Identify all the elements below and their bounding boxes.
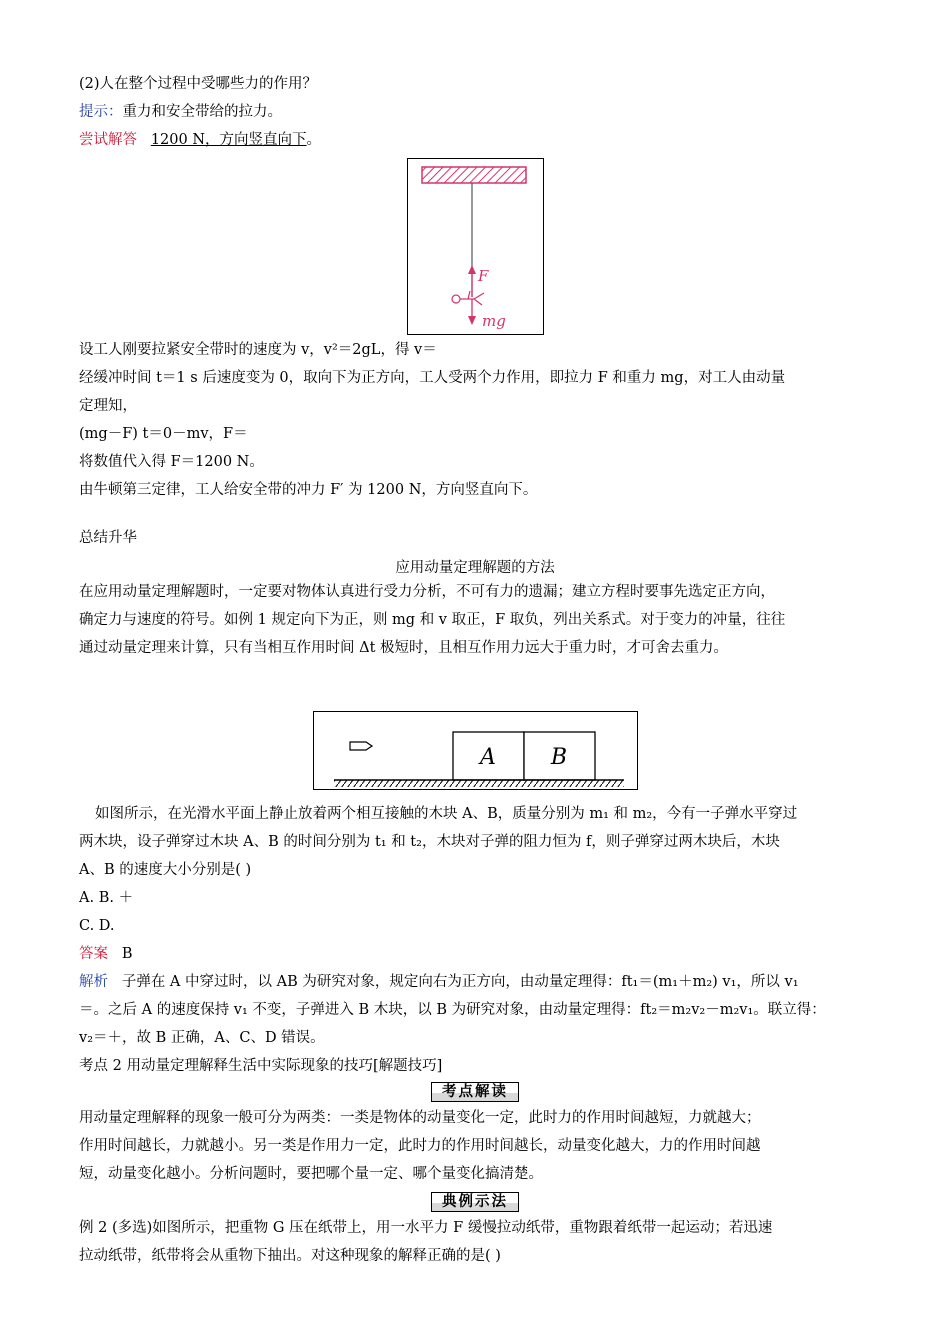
badge-dianli-container <box>0 1192 950 1212</box>
problem-line-2: 两木块，设子弹穿过木块 A、B 的时间分别为 t₁ 和 t₂，木块对子弹的阻力恒为 f，则子弹穿过两木块后，木块 <box>79 834 780 850</box>
free-body-diagram <box>408 159 543 334</box>
example-line-2: 拉动纸带，纸带将会从重物下抽出。对这种现象的解释正确的是( ) <box>79 1248 501 1264</box>
summary-title: 应用动量定理解题的方法 <box>395 560 555 576</box>
solution-line-6: 由牛顿第三定律，工人给安全带的冲力 F′ 为 1200 N，方向竖直向下。 <box>79 482 538 498</box>
ceiling <box>422 167 526 183</box>
analysis-label: 解析 <box>79 974 108 990</box>
analysis-text-1: 子弹在 A 中穿过时，以 AB 为研究对象，规定向右为正方向，由动量定理得：ft₁＝(m₁＋m₂) v₁，所以 v₁ <box>121 974 799 990</box>
gravity-label: mg <box>482 312 506 330</box>
hint-label: 提示： <box>79 104 123 120</box>
analysis-line-2: ＝。之后 A 的速度保持 v₁ 不变，子弹进入 B 木块，以 B 为研究对象，由动量定理得：ft₂＝m₂v₂－m₂v₁。联立得： <box>79 1002 826 1018</box>
figure-hanging-worker <box>407 158 544 335</box>
options-row-2: C. D. <box>79 918 115 934</box>
summary-line-2: 确定力与速度的符号。如例 1 规定向下为正，则 mg 和 v 取正，F 取负，列出关系式。对于变力的冲量，往往 <box>79 612 786 628</box>
try-label: 尝试解答 <box>79 132 137 148</box>
reading-line-2: 作用时间越长，力就越小。另一类是作用力一定，此时力的作用时间越长，动量变化越大，力的作用时间越 <box>79 1138 761 1154</box>
badge-dianli: 典例示法 <box>431 1192 519 1212</box>
solution-line-5: 将数值代入得 F＝1200 N。 <box>79 454 264 470</box>
analysis-line-3: v₂＝＋，故 B 正确，A、C、D 错误。 <box>79 1030 325 1046</box>
gravity-arrowhead <box>468 316 476 325</box>
force-arrowhead <box>468 265 476 274</box>
worker-head <box>452 295 460 303</box>
problem-line-1: 如图所示，在光滑水平面上静止放着两个相互接触的木块 A、B，质量分别为 m₁ 和 m₂，今有一子弹水平穿过 <box>95 806 798 822</box>
answer-line <box>79 944 132 964</box>
blocks-diagram <box>314 712 637 789</box>
try-answer: 1200 N，方向竖直向下 <box>150 132 307 148</box>
solution-line-1: 设工人刚要拉紧安全带时的速度为 v，v²＝2gL，得 v＝ <box>79 342 437 358</box>
block-a-label: A <box>480 745 496 770</box>
answer-label: 答案 <box>79 946 108 962</box>
problem-line-3: A、B 的速度大小分别是( ) <box>79 862 252 878</box>
solution-line-4: (mg－F) t＝0－mv，F＝ <box>79 426 248 442</box>
summary-heading: 总结升华 <box>79 530 137 546</box>
hint-text: 重力和安全带给的拉力。 <box>122 104 282 120</box>
options-row-1: A. B. ＋ <box>79 890 134 906</box>
try-answer-line <box>79 130 321 150</box>
figure-bullet-blocks <box>313 711 638 790</box>
try-end: 。 <box>306 132 322 148</box>
example-line-1: 例 2 (多选)如图所示，把重物 G 压在纸带上，用一水平力 F 缓慢拉动纸带，重物跟着纸带一起运动；若迅速 <box>79 1220 773 1236</box>
badge-kaodian-container <box>0 1082 950 1102</box>
analysis-line-1 <box>79 972 799 992</box>
summary-line-1: 在应用动量定理解题时，一定要对物体认真进行受力分析，不可有力的遗漏；建立方程时要事先选定正方向， <box>79 584 775 600</box>
block-b-label: B <box>550 745 568 770</box>
answer-value: B <box>121 946 133 962</box>
reading-line-1: 用动量定理解释的现象一般可分为两类：一类是物体的动量变化一定，此时力的作用时间越短，力就越大； <box>79 1110 761 1126</box>
ground-hatch <box>334 780 624 787</box>
hint-line <box>79 102 282 122</box>
force-label: F <box>478 267 489 285</box>
question-2: (2)人在整个过程中受哪些力的作用？ <box>79 76 318 92</box>
badge-kaodian: 考点解读 <box>431 1082 519 1102</box>
bullet <box>350 742 372 750</box>
solution-line-2: 经缓冲时间 t＝1 s 后速度变为 0，取向下为正方向，工人受两个力作用，即拉力 F 和重力 mg，对工人由动量 <box>79 370 786 386</box>
summary-line-3: 通过动量定理来计算，只有当相互作用时间 Δt 极短时，且相互作用力远大于重力时，才可舍去重力。 <box>79 640 729 656</box>
solution-line-3: 定理知， <box>79 398 137 414</box>
section-2-heading: 考点 2 用动量定理解释生活中实际现象的技巧[解题技巧] <box>79 1058 443 1074</box>
reading-line-3: 短，动量变化越小。分析问题时，要把哪个量一定、哪个量变化搞清楚。 <box>79 1166 543 1182</box>
